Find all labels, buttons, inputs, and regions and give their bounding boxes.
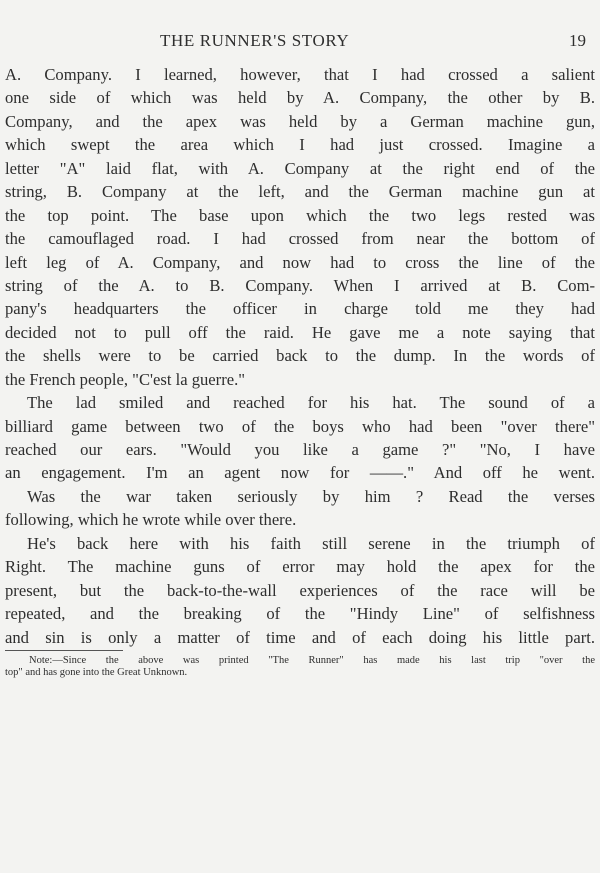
- text-line: present, but the back-to-the-wall experiences of the race will be: [5, 580, 595, 600]
- text-line: billiard game between two of the boys who had been "over there": [5, 416, 595, 436]
- text-line: A. Company. I learned, however, that I had crossed a salient: [5, 65, 595, 84]
- text-line: The lad smiled and reached for his hat. The sound of a: [27, 393, 595, 413]
- text-line: one side of which was held by A. Company, the other by B.: [5, 88, 595, 108]
- text-line: Company, and the apex was held by a German machine gun,: [5, 111, 595, 131]
- text-line: the camouflaged road. I had crossed from near the bottom of: [5, 229, 595, 249]
- text-line: Was the war taken seriously by him ? Read the verses: [27, 486, 595, 506]
- text-line: pany's headquarters the officer in charge told me they had: [5, 299, 595, 319]
- footnote-line: top" and has gone into the Great Unknown.: [5, 667, 188, 678]
- text-line: an engagement. I'm an agent now for ——." And off he went.: [5, 463, 595, 483]
- text-line: the top point. The base upon which the two legs rested was: [5, 205, 595, 225]
- running-title: THE RUNNER'S STORY: [160, 31, 350, 50]
- page-number: 19: [569, 31, 586, 50]
- text-line: reached our ears. "Would you like a game ?" "No, I have: [5, 440, 595, 459]
- text-line: the shells were to be carried back to the dump. In the words of: [5, 346, 595, 366]
- text-line: left leg of A. Company, and now had to cross the line of the: [5, 252, 595, 272]
- text-line: and sin is only a matter of time and of each doing his little part.: [5, 627, 595, 647]
- running-header: [0, 31, 600, 55]
- text-line: letter "A" laid flat, with A. Company at the right end of the: [5, 158, 595, 178]
- text-line: decided not to pull off the raid. He gave me a note saying that: [5, 322, 595, 342]
- body-text: [5, 63, 595, 649]
- footnote: [5, 655, 595, 679]
- text-line: repeated, and the breaking of the "Hindy Line" of selfishness: [5, 604, 595, 624]
- footnote-rule: [5, 650, 123, 651]
- text-line: the French people, "C'est la guerre.": [5, 369, 246, 389]
- text-line: string of the A. to B. Company. When I arrived at B. Com-: [5, 275, 595, 295]
- text-line: He's back here with his faith still serene in the triumph of: [27, 533, 595, 553]
- text-line: following, which he wrote while over there.: [5, 510, 297, 530]
- text-line: Right. The machine guns of error may hold the apex for the: [5, 557, 595, 577]
- text-line: which swept the area which I had just crossed. Imagine a: [5, 135, 595, 155]
- footnote-line: Note:—Since the above was printed "The Runner" has made his last trip "over the: [29, 655, 595, 666]
- text-line: string, B. Company at the left, and the German machine gun at: [5, 182, 595, 202]
